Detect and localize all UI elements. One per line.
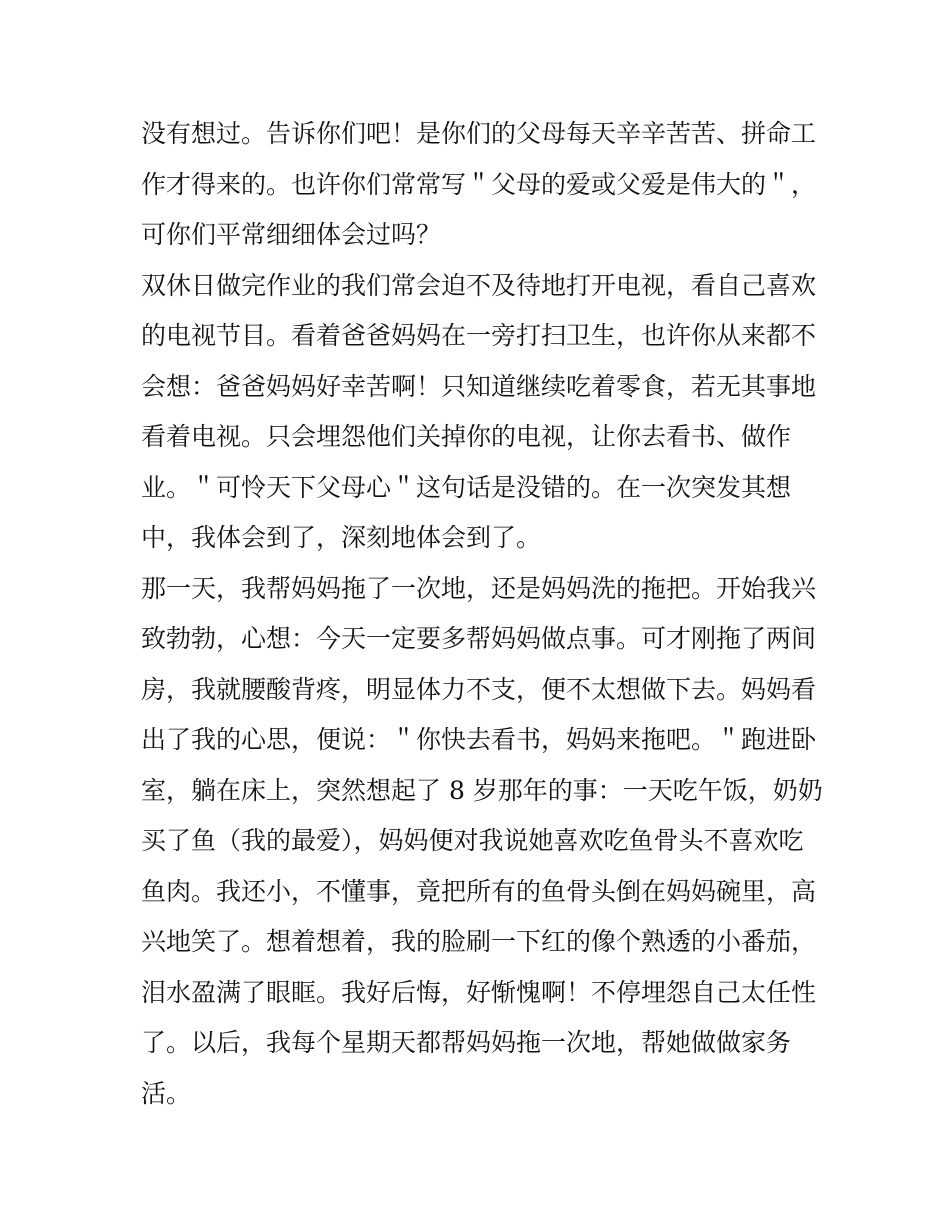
text-line: 没有想过。告诉你们吧！是你们的父母每天辛辛苦苦、拼命工 bbox=[141, 119, 817, 148]
text-line: 业。＂可怜天下父母心＂这句话是没错的。在一次突发其想 bbox=[141, 472, 792, 502]
text-line: 了。以后，我每个星期天都帮妈妈拖一次地，帮她做做家务 bbox=[141, 1028, 792, 1057]
text-line: 出了我的心思，便说：＂你快去看书，妈妈来拖吧。＂跑进卧 bbox=[141, 725, 817, 754]
text-line: 中，我体会到了，深刻地体会到了。 bbox=[141, 523, 542, 552]
text-line: 双休日做完作业的我们常会迫不及待地打开电视，看自己喜欢 bbox=[141, 270, 817, 300]
text-line: 鱼肉。我还小，不懂事，竟把所有的鱼骨头倒在妈妈碗里，高 bbox=[141, 876, 817, 906]
text-line: 可你们平常细细体会过吗？ bbox=[141, 220, 442, 249]
text-line: 房，我就腰酸背疼，明显体力不支，便不太想做下去。妈妈看 bbox=[141, 674, 817, 704]
text-line: 致勃勃，心想：今天一定要多帮妈妈做点事。可才刚拖了两间 bbox=[141, 624, 817, 653]
text-line: 看着电视。只会埋怨他们关掉你的电视，让你去看书、做作 bbox=[141, 422, 792, 451]
text-line: 那一天，我帮妈妈拖了一次地，还是妈妈洗的拖把。开始我兴 bbox=[141, 573, 817, 603]
text-line: 活。 bbox=[141, 1078, 192, 1108]
text-line: 的电视节目。看着爸爸妈妈在一旁打扫卫生，也许你从来都不 bbox=[141, 321, 817, 350]
text-line: 兴地笑了。想着想着，我的脸刷一下红的像个熟透的小番茄， bbox=[141, 927, 817, 956]
text-line: 买了鱼（我的最爱），妈妈便对我说她喜欢吃鱼骨头不喜欢吃 bbox=[141, 826, 804, 855]
text-line: 室，躺在床上，突然想起了 8 岁那年的事：一天吃午饭，奶奶 bbox=[141, 775, 823, 805]
text-line: 作才得来的。也许你们常常写＂父母的爱或父爱是伟大的＂， bbox=[141, 169, 817, 199]
text-line: 泪水盈满了眼眶。我好后悔，好惭愧啊！不停埋怨自己太任性 bbox=[141, 977, 817, 1007]
essay-body bbox=[141, 109, 821, 1119]
text-line: 会想：爸爸妈妈好幸苦啊！只知道继续吃着零食，若无其事地 bbox=[141, 371, 817, 401]
